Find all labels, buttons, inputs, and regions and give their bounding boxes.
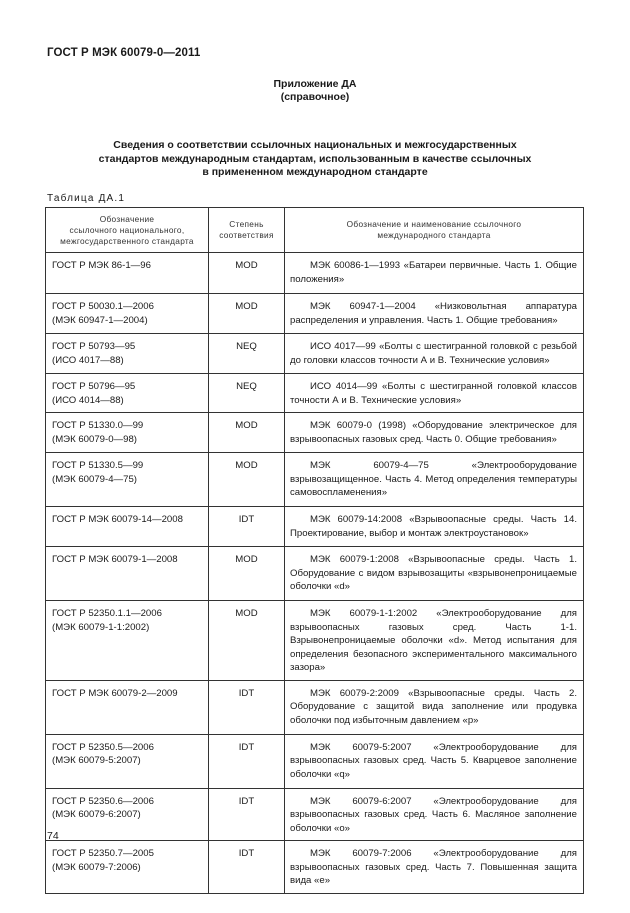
cell-national-standard [46, 788, 209, 841]
national-standard-designation: (МЭК 60079-5:2007) [52, 755, 141, 766]
cell-international-standard: МЭК 60079-1-1:2002 «Электрооборудование для взрывоопасных газовых сред. Часть 1-1. Взрывонепроницаемые оболочки «d». Метод испытания для определения безопасного экспериментального максимального зазора» [285, 601, 584, 681]
cell-degree-of-conformity: IDT [209, 841, 285, 894]
national-standard-designation: (МЭК 60079-6:2007) [52, 809, 141, 820]
cell-degree-of-conformity: MOD [209, 547, 285, 601]
table-label: Таблица ДА.1 [47, 193, 126, 204]
cell-degree-of-conformity: IDT [209, 788, 285, 841]
national-standard-designation: ГОСТ Р МЭК 86-1—96 [52, 260, 151, 271]
cell-international-standard: МЭК 60079-1:2008 «Взрывоопасные среды. Часть 1. Оборудование с видом взрывозащиты «взрывонепроницаемые оболочки «d» [285, 547, 584, 601]
cell-international-standard: МЭК 60079-7:2006 «Электрооборудование для взрывоопасных газовых сред. Часть 7. Повышенная защита вида «е» [285, 841, 584, 894]
header-international-standard: Обозначение и наименование ссылочного международного стандарта [285, 208, 584, 253]
cell-national-standard [46, 374, 209, 413]
table-body [46, 253, 584, 894]
cell-national-standard [46, 680, 209, 734]
document-title [60, 139, 570, 180]
cell-international-standard: МЭК 60079-2:2009 «Взрывоопасные среды. Часть 2. Оборудование с защитой вида заполнение или продувка оболочки под избыточным давлением «р» [285, 680, 584, 734]
cell-international-standard: МЭК 60947-1—2004 «Низковольтная аппаратура распределения и управления. Часть 1. Общие требования» [285, 294, 584, 334]
table-row [46, 507, 584, 547]
national-standard-designation: (МЭК 60079-1-1:2002) [52, 621, 150, 633]
cell-national-standard [46, 453, 209, 507]
national-standard-designation: ГОСТ Р 52350.7—2005 [52, 848, 154, 859]
national-standard-designation: ГОСТ Р 50793—95 [52, 341, 136, 352]
cell-international-standard: ИСО 4017—99 «Болты с шестигранной головкой с резьбой до головки классов точности А и В. Технические условия» [285, 334, 584, 374]
cell-degree-of-conformity: IDT [209, 734, 285, 788]
cell-degree-of-conformity: MOD [209, 413, 285, 453]
cell-degree-of-conformity: MOD [209, 601, 285, 681]
national-standard-designation: ГОСТ Р 52350.1.1—2006 [52, 608, 162, 619]
document-title-line: Сведения о соответствии ссылочных национальных и межгосударственных [113, 139, 517, 151]
table-row [46, 734, 584, 788]
cell-international-standard: МЭК 60079-14:2008 «Взрывоопасные среды. Часть 14. Проектирование, выбор и монтаж электроустановок» [285, 507, 584, 547]
cell-degree-of-conformity: MOD [209, 294, 285, 334]
cell-international-standard: МЭК 60079-4—75 «Электрооборудование взрывозащищенное. Часть 4. Метод определения температуры самовоспламенения» [285, 453, 584, 507]
national-standard-designation: (МЭК 60079-7:2006) [52, 861, 141, 873]
cell-international-standard: ИСО 4014—99 «Болты с шестигранной головкой классов точности А и В. Технические условия» [285, 374, 584, 413]
national-standard-designation: (ИСО 4017—88) [52, 354, 124, 366]
cell-national-standard [46, 413, 209, 453]
cell-international-standard: МЭК 60079-6:2007 «Электрооборудование для взрывоопасных газовых сред. Часть 6. Масляное заполнение оболочки «о» [285, 788, 584, 841]
cell-international-standard: МЭК 60086-1—1993 «Батареи первичные. Часть 1. Общие положения» [285, 253, 584, 294]
cell-international-standard: МЭК 60079-5:2007 «Электрооборудование для взрывоопасных газовых сред. Часть 5. Кварцевое заполнение оболочки «q» [285, 734, 584, 788]
national-standard-designation: ГОСТ Р МЭК 60079-2—2009 [52, 687, 178, 699]
cell-degree-of-conformity: IDT [209, 507, 285, 547]
table-row [46, 334, 584, 374]
annex-heading [0, 78, 630, 104]
national-standard-designation: (МЭК 60079-4—75) [52, 473, 138, 485]
national-standard-designation: (МЭК 60079-0—98) [52, 433, 138, 445]
annex-subtitle: (справочное) [280, 91, 350, 103]
table-row [46, 294, 584, 334]
national-standard-designation: (ИСО 4014—88) [52, 394, 124, 406]
cell-degree-of-conformity: NEQ [209, 374, 285, 413]
table-row [46, 841, 584, 894]
annex-title: Приложение ДА [273, 78, 357, 90]
national-standard-designation: ГОСТ Р 52350.5—2006 [52, 741, 154, 753]
national-standard-designation: ГОСТ Р 50796—95 [52, 381, 136, 392]
cell-international-standard: МЭК 60079-0 (1998) «Оборудование электрическое для взрывоопасных газовых сред. Часть 0. Общие требования» [285, 413, 584, 453]
cell-national-standard [46, 841, 209, 894]
page-header-standard: ГОСТ Р МЭК 60079-0—2011 [47, 47, 201, 59]
national-standard-designation: ГОСТ Р 52350.6—2006 [52, 795, 154, 807]
cell-degree-of-conformity: MOD [209, 253, 285, 294]
table-row [46, 374, 584, 413]
national-standard-designation: ГОСТ Р 51330.5—99 [52, 460, 144, 471]
table-header-row [46, 208, 584, 253]
national-standard-designation: ГОСТ Р 51330.0—99 [52, 420, 144, 431]
table-row [46, 413, 584, 453]
page-number: 74 [47, 830, 59, 842]
cell-degree-of-conformity: IDT [209, 680, 285, 734]
table-row [46, 680, 584, 734]
national-standard-designation: ГОСТ Р МЭК 60079-1—2008 [52, 554, 178, 565]
national-standard-designation: ГОСТ Р МЭК 60079-14—2008 [52, 514, 183, 525]
table-row [46, 547, 584, 601]
table-row [46, 788, 584, 841]
cell-degree-of-conformity: NEQ [209, 334, 285, 374]
table-row [46, 601, 584, 681]
cell-national-standard [46, 601, 209, 681]
table-row [46, 253, 584, 294]
cell-national-standard [46, 547, 209, 601]
header-national-standard: Обозначение ссылочного национального, межгосударственного стандарта [46, 208, 209, 253]
cell-national-standard [46, 734, 209, 788]
cell-national-standard [46, 253, 209, 294]
national-standard-designation: ГОСТ Р 50030.1—2006 [52, 301, 154, 312]
cell-national-standard [46, 507, 209, 547]
cell-national-standard [46, 334, 209, 374]
national-standard-designation: (МЭК 60947-1—2004) [52, 314, 148, 326]
cell-degree-of-conformity: MOD [209, 453, 285, 507]
cell-national-standard [46, 294, 209, 334]
correspondence-table [45, 207, 584, 894]
document-title-line: в примененном международном стандарте [202, 166, 428, 178]
document-title-line: стандартов международным стандартам, использованным в качестве ссылочных [98, 152, 532, 165]
table-row [46, 453, 584, 507]
header-degree-of-conformity: Степень соответствия [209, 208, 285, 253]
